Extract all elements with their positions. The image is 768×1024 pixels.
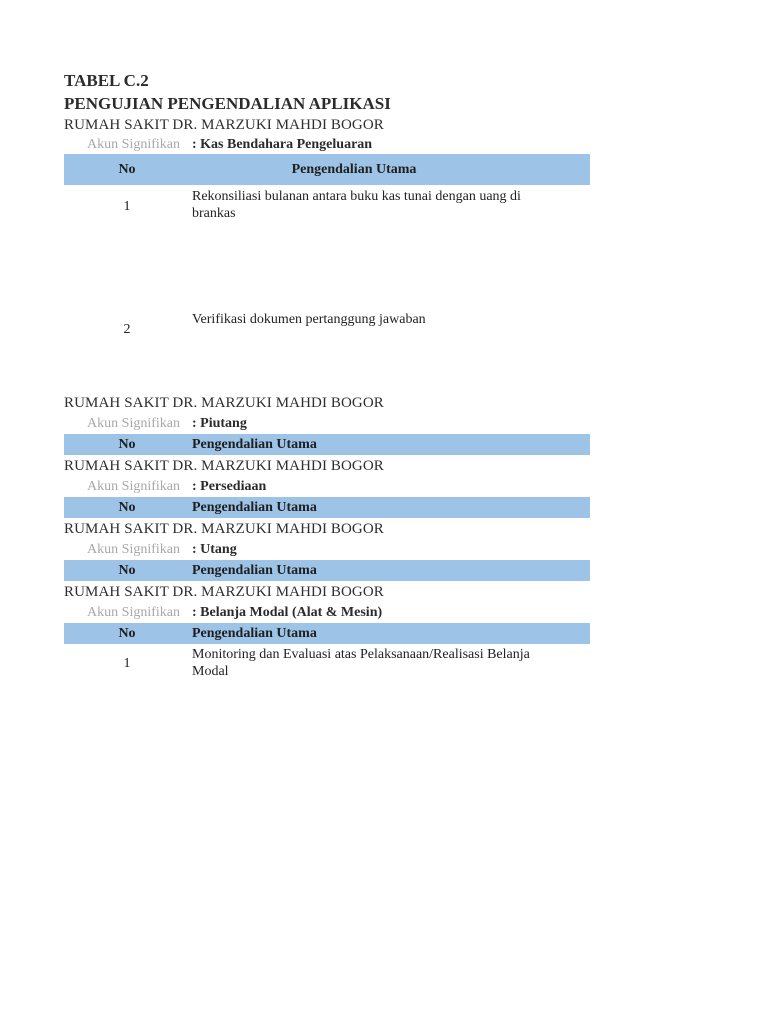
hospital-name: RUMAH SAKIT DR. MARZUKI MAHDI BOGOR [64,458,384,474]
akun-value: : Kas Bendahara Pengeluaran [192,136,373,152]
row-text: Verifikasi dokumen pertanggung jawaban [192,312,426,327]
table-row [64,644,590,684]
table-header [64,560,590,581]
akun-label: Akun Signifikan [87,136,180,152]
akun-value: : Persediaan [192,478,267,494]
akun-label: Akun Signifikan [87,604,180,620]
akun-value: : Utang [192,541,237,557]
akun-row [64,413,590,434]
row-text: Monitoring dan Evaluasi atas Pelaksanaan/Realisasi Belanja Modal [192,647,530,679]
header-main: Pengendalian Utama [192,562,317,578]
hospital-name: RUMAH SAKIT DR. MARZUKI MAHDI BOGOR [64,584,384,600]
header-no: No [118,625,136,641]
table-header [64,623,590,644]
header-main: Pengendalian Utama [192,436,317,452]
akun-row [64,539,590,560]
header-no: No [118,562,136,578]
akun-value: : Piutang [192,415,247,431]
header-main: Pengendalian Utama [192,625,317,641]
row-no: 1 [123,199,131,214]
header-main: Pengendalian Utama [291,161,417,177]
akun-row [64,602,590,623]
header-main: Pengendalian Utama [192,499,317,515]
row-text: Rekonsiliasi bulanan antara buku kas tunai dengan uang di brankas [192,189,521,221]
header-no: No [118,499,136,515]
document [64,70,590,684]
akun-value: : Belanja Modal (Alat & Mesin) [192,604,383,620]
table-title: TABEL C.2 [64,71,149,90]
table-row [64,185,590,308]
akun-label: Akun Signifikan [87,415,180,431]
table-header [64,497,590,518]
header-no: No [118,161,136,177]
header-no: No [118,436,136,452]
hospital-name: RUMAH SAKIT DR. MARZUKI MAHDI BOGOR [64,395,384,411]
akun-row [64,135,590,154]
akun-row [64,476,590,497]
table-header [64,154,590,185]
hospital-name: RUMAH SAKIT DR. MARZUKI MAHDI BOGOR [64,521,384,537]
row-no: 2 [123,322,131,337]
table-header [64,434,590,455]
akun-label: Akun Signifikan [87,478,180,494]
row-no: 1 [123,656,131,671]
table-subtitle: PENGUJIAN PENGENDALIAN APLIKASI [64,94,391,113]
table-row [64,308,590,394]
hospital-name: RUMAH SAKIT DR. MARZUKI MAHDI BOGOR [64,117,384,133]
akun-label: Akun Signifikan [87,541,180,557]
